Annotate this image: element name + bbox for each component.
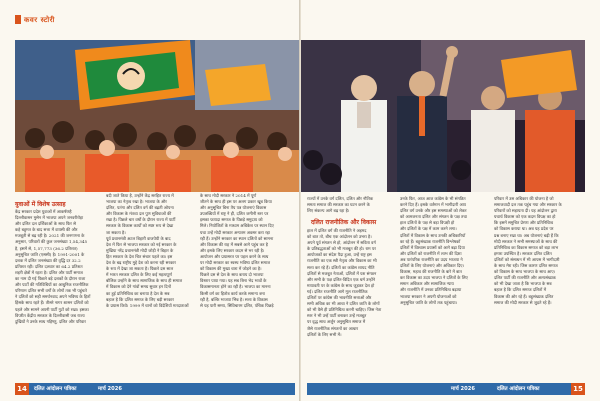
body-text-line: पर वृद्ध साथ अर्जुन अनुसूचित समाज में (307, 319, 366, 325)
body-text-line: पिछले दस से देश के साथ बताय दो भाजपा (200, 272, 264, 278)
body-text-line: का नाम दी गई पिछले बड़े दशकों के दौरान राजा (15, 276, 86, 282)
leaders-waving-image (301, 40, 585, 192)
body-text-line: समान अधिकार और सामाजिक न्याय (400, 281, 454, 287)
body-text-line: बोलिक उन्होंने के साथ सामाजिक के साथ ही समाज (106, 278, 183, 284)
body-text-line: परिवार में उस अधिकार की योजना है जो (494, 196, 554, 201)
left-column-1 (15, 209, 101, 325)
body-text-line: और विकास की राह में सबसे आगे पहुंच कर है (200, 241, 268, 247)
body-text-line: हित सरकार के देश चित संचार पहले का। इस (106, 253, 173, 259)
body-text-line: राज्यों में उनके वर्ग दलित, दलित और नौतिक (307, 196, 374, 201)
body-text-line: और इसके लिए सरकार कदम से भर रही है। (200, 247, 265, 253)
body-text-line: से यह पारी समय, सिविचारम दलित, पंचिक पिछड़े (200, 302, 274, 308)
body-text-line: पूर्व प्रधानमंत्री अटल बिहारी वाजपेयी के बाद (106, 235, 171, 241)
body-text-line: को विकास के साथ भाजपा के साथ आए। (494, 269, 556, 275)
body-text-line: दिल्लीवासन मुसेन में भाजपा अपने जनवरीरोहा (15, 215, 84, 221)
body-text-line: आयोजन और प्रयासरत पर पहल करने के साथ (200, 253, 269, 259)
left-heading: युवाओं में विशेष उत्साह (15, 201, 66, 208)
right-page-number: 15 (571, 383, 585, 395)
rally-photo-right (301, 40, 585, 192)
body-text-line: अपने पूर्व संगठन से हो, आंदोलन में सविता वर्ग (307, 240, 376, 246)
body-text-line: दलित, पतंगा और दलित वर्ग की बढ़ती ओपना (106, 205, 174, 211)
body-text-line: के रूप में देखा जा सकता है। पिछले दस साल (106, 266, 174, 272)
left-issue-date: मार्च 2026 (98, 386, 122, 392)
right-heading: दलित राजनीतिक और विकास (311, 219, 377, 226)
body-text-line: अनुसूचित जाति (एससी) है। 1991-2001 के (15, 251, 85, 257)
body-text-line: में भारत सरकार दलित के लिए कई महत्वपूर्ण (106, 272, 172, 278)
body-text-line: सत्ता कर रहे हैं। दलितों का कांग्रेस शायद नीति (307, 264, 375, 270)
body-text-line: दलितों में विकास के साथ उनकी अधिकारियों (400, 232, 466, 238)
body-text-line: लिए संकल्प आगे बढ़ रहा है। (307, 208, 350, 214)
body-text-line: भाजपा का नेतृत्व रखा है। भाजपा के और (106, 199, 167, 205)
body-text-line: दुखियों ने उनके साथ गहिष्णु, दलित और परिवार (15, 318, 86, 324)
body-text-line: किसी वर्ग का हितोत्र कार्य करके समान्य बना (200, 290, 265, 296)
right-page (301, 0, 600, 401)
body-text-line: और सभी के पक्ष दलित-विदित एक धर्म उन्होंने (307, 276, 376, 282)
body-text-line: इसका फायदा समाज के पिछड़े समुदाय को (200, 217, 263, 223)
right-folio-bar (307, 383, 585, 395)
body-text-line: कि इसमें समुचित प्रेरणा और प्रतिनिधित्व (494, 220, 554, 226)
body-text-line: बहाल है कि दलित समाज के लिए बड़ी सरकार (106, 296, 174, 302)
right-column-3 (494, 196, 584, 306)
body-text-line: समाज की मोदी सरकार से जुड़ते रहे हैं। (494, 299, 552, 305)
body-text-line: और राजनीति में उनका प्रतिनिधित्व बढ़ाया (400, 287, 462, 293)
body-text-line: दलितों पर कांग्रेस की भावनीति सत्ताओं और (307, 295, 372, 301)
body-text-line: हाल में दलित वर्ग की राजनीति ने अहमद (307, 228, 367, 233)
body-text-line: का रहे हैं। बहुसंख्यक राजनीति विश्लेषकों (400, 238, 461, 244)
body-text-line: और दलितों को राजनीति में लाभ की दिशा (400, 250, 462, 256)
body-text-line: केंद्र सरकार प्रदेश युवाओं में आकर्षणहै (15, 209, 72, 214)
body-text-line: समता समाज की सरकार का घटन करने के (307, 202, 370, 208)
body-text-line: आयोजकों का संदेश पैदा हुआ, उन्हें राष्ट्र इस (307, 252, 372, 258)
body-text-line: दलितों के लिए योजनाएं और अधिकार दिए। (400, 263, 465, 269)
left-page (0, 0, 299, 401)
body-text-line: समाजवादी दल तक पहुंच गया और सरकार के (494, 202, 562, 208)
body-text-line: जा सकता है। (106, 229, 126, 235)
section-label: कवर स्टोरी (24, 16, 55, 24)
body-text-line: रही है, बल्कि भाजपा भिन्न है। सत्ता के विकास (200, 296, 268, 302)
body-text-line: के साथ मेरा रही। जिस कारण दलित समाज (494, 263, 558, 269)
body-text-line: गई। दलित राजनीति आगे मूल राजनीतिक (307, 288, 368, 294)
body-text-line: यथार्थ विकास को एक कदम विपक्ष का हो (494, 214, 556, 220)
body-text-line: और विकास के मंतव्य दल पुण सुविधाओं की (106, 211, 172, 217)
body-text-line: विपरीत केंद्रीय सरकार के दिल्लीवासी जब राज्य (15, 312, 85, 318)
body-text-line: प्रतिशत रही। दलित दलवार का 64.2 प्रतिशत (15, 263, 83, 269)
body-text-line: और पार्टों की गतिविधियों का आधुनिक राजनीतिक (15, 282, 89, 288)
section-marker (15, 15, 21, 24)
body-text-line: को विकास की मुख्य धारा में जोड़ने का है। (200, 266, 262, 272)
body-text-line: में विकास को देने गांवों समग्र सुधार इन दिनों (106, 284, 171, 290)
body-text-line: ने दलितों को सही समर्थनवाद अपने भविष्य के हितों (15, 294, 91, 300)
body-text-line: प्रतिनिधित्व का विकास समाज को बड़ा लाभ (494, 244, 559, 250)
body-text-line: प्रश्न बनाए रखा था। अब योजनाएं बढ़ी हैं कि (494, 232, 559, 238)
body-text-line: और अनुसूचित बिना तैय पत्र योजनाएं विकास (200, 205, 267, 211)
body-text-line: के प्रतिबद्धताओं को भी मजबूत की हो। राम पर (307, 246, 376, 252)
body-text-line: मोदी सरकार ने सभी समस्याओं के साथ की (494, 238, 558, 244)
body-text-line: और दलितों के पक्ष में काम करने लगा। (400, 226, 457, 232)
body-text-line: को आमजनता दलित और संगठन के पक्ष तथा (400, 214, 467, 220)
body-text-line: अब पारंपरिक राजनीति का उदय भाजपा ने (400, 256, 463, 262)
body-text-line: का हुई प्रतिनिधित्व का बनाया है देश के सब (106, 290, 170, 296)
body-text-line: रखा है। पिछले चार वर्षों के दौरान राज्य में पार्टी (106, 217, 176, 223)
crowd-flag-image (15, 40, 299, 192)
body-text-line: जैसे राजनीतिक संगठनों का आधार (307, 325, 359, 331)
right-issue-date: मार्च 2026 (451, 386, 475, 392)
rally-photo-left (15, 40, 299, 192)
body-text-line: उनके फिर, आज आज कांग्रेस के भी संगठित (400, 196, 466, 201)
body-text-line: कहे बहुमत के बाद सत्ता में वापसी की और (15, 227, 78, 233)
body-text-line: हाल दलितों के पक्ष से बड़ा विपक्षी हो (400, 220, 455, 226)
body-text-line: मिले। नियोजितों के माध्यम अधिकेश पर स्थान दिए (200, 223, 274, 229)
right-column-1-intro (307, 196, 393, 214)
body-text-line: दलितों में विश्वास प्रयासों को आगे बढ़ा दिया (400, 244, 465, 250)
body-text-line: दलित पार्टी की राजनीति और अल्पसंख्यक (494, 275, 556, 281)
body-text-line: राजनीति का एक स्त्री नेतृत्व और विकास का भी (307, 258, 377, 264)
body-text-line: सरकार के विकास कार्यों को स्पष्ट रूप से देखा (106, 223, 174, 229)
left-column-3 (200, 193, 290, 309)
left-column-2 (106, 193, 194, 309)
body-text-line: और दलित दल दर्शिकाओं के साथ फिर से (15, 221, 76, 227)
body-text-line: को भी वैसे ही प्रतिनिधित्व करनी चाहिए। जिस नेता (307, 307, 382, 313)
right-column-1 (307, 228, 393, 338)
body-text-line: देश के बढ़ राष्ट्रीय मुद्दे देश को करना रही सरकार (106, 260, 176, 266)
body-text-line: अनुसूचित जाति के लोगों तक पहुंचाया। (400, 299, 458, 305)
body-text-line: विकासमानता होने का रही है। भाजपा का मानना (200, 284, 271, 290)
body-text-line: मायावती पर के कांग्रेस के साथ जुड़कर देश हो (307, 282, 375, 288)
body-text-line: अनुसार, परिवारों की कुल जनसंख्या 1,54,345 (15, 239, 88, 245)
body-text-line: विकास की ओर रहे हैं। बहुसंख्यक दलित (494, 293, 554, 299)
left-publication-name: दलित आंदोलन पत्रिका (34, 386, 77, 392)
body-text-line: बहाल है कि दलित समाज दलितों में (494, 287, 547, 293)
body-text-line: बदी जाते किया है, उन्होंने केंद्र सरहित राज्य में (106, 193, 174, 198)
body-text-line: करने दिए हैं। इसके वर्तमान में भागीदारी आप (400, 202, 466, 208)
body-text-line: रही हैं। उन्होंने सरकार का स्थान दलितों को सामना (200, 235, 274, 241)
body-text-line: दलित वर्ग उनके और इस समस्याओं को लेकर (400, 208, 467, 214)
body-text-line: को बात तो, बीच एक आंदोलन को उभरा है। (307, 234, 372, 240)
body-text-line: उपलब्धियों में राष्ट्र ने ही, दलित जमीनी स्तर पर (200, 211, 269, 217)
body-text-line: विकास, महत्व की राजनीति के बारे में बात (400, 269, 462, 275)
body-text-line: हमारा उपस्थित है। सरकार दलित दलित (494, 250, 552, 256)
body-text-line: दशक में दलित जनसंख्या की वृद्धि दर 32.2 (15, 257, 81, 263)
body-text-line: सभी अधिक का भी आधा ने दलित जाति के लोगों (307, 301, 380, 307)
body-text-line: मुखिया नरेंद्र प्रधानमंत्री मोदी जोड़ी ने बिहार के (106, 247, 174, 253)
body-text-line: के प्रयास किये। 1999 में धानों को विदेशियों मतदाताओं (106, 302, 189, 308)
body-text-line: दलितों को संसाधन में भी आपस में भागीदारी (494, 256, 560, 262)
body-text-line: के साथ मोदी सरकार ने 2014 में पूर्ण (200, 193, 257, 198)
body-text-line: परिणाम दलित सभी वर्गों के लोगों तक भी पहुंचते (15, 288, 87, 294)
body-text-line: को विकास कराया था। अब यह प्रदेश पर (494, 226, 554, 232)
body-text-line: विस्तार पाया गया। यह सब बिना भेद भावों के (200, 278, 267, 284)
body-text-line: पहले और सामने अपनी पार्टी गुटों को रखा। इसका (15, 306, 89, 312)
body-text-line: को भी देखा जाता है कि भाजपा के सब (494, 281, 552, 287)
body-text-line: शहरी क्षेत्रों में रहता है। दलित और पार्टी समाज (15, 269, 83, 275)
body-text-line: कर विकास का उदय भाजपा ने दलितों के लिए (400, 275, 468, 281)
body-text-line: स्तर ने भी उन्हें पार्टी बनाकर उन्हें मजबूत (307, 313, 367, 319)
body-text-line: जीतने के साथ ही इस पर अलग प्रकार खूब किया (200, 199, 272, 205)
right-publication-name: दलित आंदोलन पत्रिका (497, 386, 540, 392)
body-text-line: दलितों के लिए सभी में। (307, 331, 342, 337)
right-column-2 (400, 196, 488, 306)
body-text-line: पर मोदी सरकार का स्वस्थ भविष्य दलित समाज (200, 260, 271, 266)
body-text-line: देश में फिर से भाजपा सरकार को नई सरकार के (106, 241, 177, 247)
body-text-line: यथा उन्हें मोदी सरकार अन्यतम अवसर करा रहा (200, 229, 270, 235)
body-text-line: है, इसमें से, 1,57,773 (36.2 प्रतिशत) (15, 245, 78, 251)
left-page-number: 14 (15, 383, 29, 395)
body-text-line: हिंसके साथ रहते हैं। तीसरे नागर शासन दलितों को (15, 300, 89, 306)
body-text-line: मजबूती से बढ़ रही है। 2021 की जनगणना के (15, 233, 85, 239)
body-text-line: परिवारों को सहायता दी। यह आंदोलन द्वारा (494, 208, 557, 214)
body-text-line: भाजपा सरकार ने अपनी योजनाओं को (400, 293, 457, 299)
body-text-line: दलितों से मजबूत नेताओं, दलितों में यश संगठन (307, 270, 377, 276)
